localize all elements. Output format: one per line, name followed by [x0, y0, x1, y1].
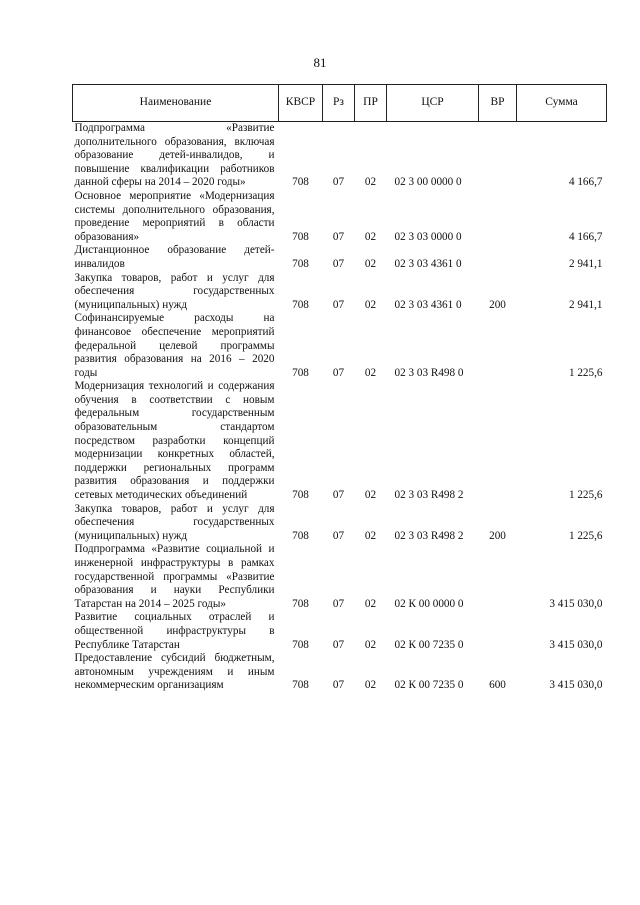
- row-sum: 1 225,6: [568, 366, 603, 379]
- header-pr: ПР: [355, 85, 387, 122]
- row-name: Софинансируемые расходы на финансовое обеспечение мероприятий федеральной целевой программы развития образования на 2016 – 2020 годы: [74, 312, 275, 379]
- row-rz: 07: [332, 597, 345, 610]
- table-row: [73, 190, 607, 244]
- row-rz: 07: [332, 257, 345, 270]
- row-pr: 02: [364, 529, 377, 542]
- row-rz: 07: [332, 529, 345, 542]
- table-row: [73, 122, 607, 190]
- row-vr: 200: [489, 298, 506, 311]
- row-name: Предоставление субсидий бюджетным, автономным учреждениям и иным некоммерческим организациям: [74, 652, 275, 692]
- row-csr: 02 3 03 R498 0: [394, 366, 464, 379]
- table-row: [73, 543, 607, 611]
- row-vr: [479, 244, 517, 271]
- row-rz: 07: [332, 679, 345, 692]
- row-vr: [479, 312, 517, 380]
- row-kvsr: 708: [292, 529, 309, 542]
- table-header-row: [73, 85, 607, 122]
- row-rz: 07: [332, 366, 345, 379]
- row-vr: [479, 380, 517, 502]
- row-csr: 02 3 03 4361 0: [394, 257, 462, 270]
- row-pr: 02: [364, 230, 377, 243]
- row-pr: 02: [364, 489, 377, 502]
- row-vr: 200: [489, 529, 506, 542]
- row-kvsr: 708: [292, 679, 309, 692]
- row-csr: 02 К 00 7235 0: [394, 638, 464, 651]
- row-sum: 3 415 030,0: [549, 679, 603, 692]
- row-csr: 02 К 00 7235 0: [394, 679, 464, 692]
- row-pr: 02: [364, 257, 377, 270]
- row-kvsr: 708: [292, 366, 309, 379]
- row-pr: 02: [364, 638, 377, 651]
- row-sum: 3 415 030,0: [549, 638, 603, 651]
- header-vr: ВР: [479, 85, 517, 122]
- row-pr: 02: [364, 176, 377, 189]
- header-rz: Рз: [323, 85, 355, 122]
- table-row: [73, 611, 607, 652]
- row-vr: [479, 543, 517, 611]
- row-pr: 02: [364, 597, 377, 610]
- header-csr: ЦСР: [387, 85, 479, 122]
- row-kvsr: 708: [292, 489, 309, 502]
- table-row: [73, 244, 607, 271]
- row-sum: 1 225,6: [568, 489, 603, 502]
- row-sum: 4 166,7: [568, 230, 603, 243]
- row-kvsr: 708: [292, 597, 309, 610]
- table-row: [73, 652, 607, 693]
- row-name: Основное мероприятие «Модернизация системы дополнительного образования, проведение мероприятий в области образования»: [74, 189, 275, 243]
- row-pr: 02: [364, 679, 377, 692]
- budget-table: [72, 84, 607, 693]
- row-vr: [479, 611, 517, 652]
- row-pr: 02: [364, 366, 377, 379]
- row-csr: 02 3 03 0000 0: [394, 230, 462, 243]
- header-name: Наименование: [73, 85, 279, 122]
- row-sum: 1 225,6: [568, 529, 603, 542]
- row-name: Подпрограмма «Развитие дополнительного образования, включая образование детей-инвалидов, и повышение квалификации работников данной сферы на 2014 – 2020 годы»: [74, 122, 275, 189]
- row-csr: 02 3 00 0000 0: [394, 176, 462, 189]
- row-csr: 02 3 03 4361 0: [394, 298, 462, 311]
- row-rz: 07: [332, 176, 345, 189]
- row-csr: 02 3 03 R498 2: [394, 489, 464, 502]
- header-sum: Сумма: [517, 85, 607, 122]
- row-pr: 02: [364, 298, 377, 311]
- row-rz: 07: [332, 489, 345, 502]
- table-row: [73, 272, 607, 313]
- row-kvsr: 708: [292, 176, 309, 189]
- table-row: [73, 503, 607, 544]
- row-sum: 3 415 030,0: [549, 597, 603, 610]
- row-sum: 2 941,1: [568, 257, 603, 270]
- page-number: 81: [313, 55, 327, 70]
- row-csr: 02 3 03 R498 2: [394, 529, 464, 542]
- row-kvsr: 708: [292, 230, 309, 243]
- row-rz: 07: [332, 298, 345, 311]
- row-kvsr: 708: [292, 257, 309, 270]
- row-name: Закупка товаров, работ и услуг для обеспечения государственных (муниципальных) нужд: [74, 271, 275, 311]
- row-rz: 07: [332, 230, 345, 243]
- row-sum: 2 941,1: [568, 298, 603, 311]
- row-name: Подпрограмма «Развитие социальной и инженерной инфраструктуры в рамках государственной программы «Развитие образования и науки Республики Татарстан на 2014 – 2025 годы»: [74, 543, 275, 610]
- row-kvsr: 708: [292, 298, 309, 311]
- table-row: [73, 380, 607, 502]
- row-name: Модернизация технологий и содержания обучения в соответствии с новым федеральным государственным образовательным стандартом посредством разработки концепций модернизации конкретных областей, поддержки региональных программ развития образования и поддержки сетевых методических объединений: [74, 380, 275, 502]
- row-vr: 600: [489, 679, 506, 692]
- row-csr: 02 К 00 0000 0: [394, 597, 464, 610]
- row-vr: [479, 190, 517, 244]
- row-rz: 07: [332, 638, 345, 651]
- row-kvsr: 708: [292, 638, 309, 651]
- row-name: Закупка товаров, работ и услуг для обеспечения государственных (муниципальных) нужд: [74, 502, 275, 542]
- row-name: Развитие социальных отраслей и общественной инфраструктуры в Республике Татарстан: [74, 611, 275, 651]
- row-name: Дистанционное образование детей-инвалидов: [74, 244, 275, 270]
- header-kvsr: КВСР: [279, 85, 323, 122]
- row-sum: 4 166,7: [568, 176, 603, 189]
- row-vr: [479, 122, 517, 190]
- table-row: [73, 312, 607, 380]
